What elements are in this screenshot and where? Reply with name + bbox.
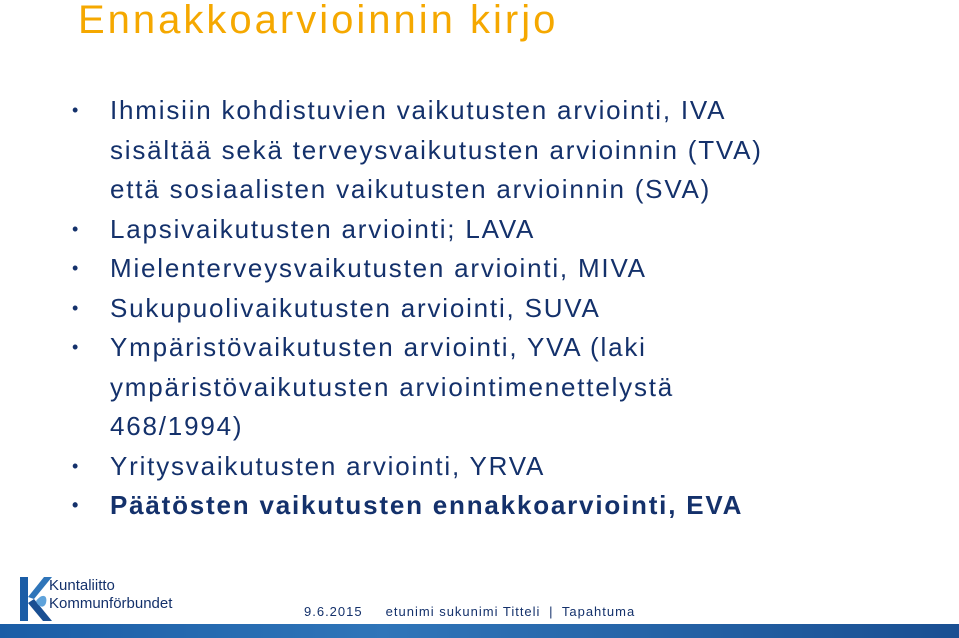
footer-event: Tapahtuma: [561, 604, 636, 619]
slide-title: Ennakkoarvioinnin kirjo: [78, 0, 559, 42]
footer-author: etunimi sukunimi Titteli: [385, 604, 541, 619]
bullet-list: [72, 91, 952, 526]
bullet-eva: [72, 486, 952, 526]
bullet-line: Päätösten vaikutusten ennakkoarviointi, EVA: [110, 490, 744, 520]
bullet-line: ympäristövaikutusten arviointimenettelystä: [110, 371, 675, 402]
logo-line-1: Kuntaliitto: [49, 577, 115, 594]
logo-text: [49, 577, 172, 613]
bullet-dot-icon: •: [72, 258, 79, 278]
bullet-miva: [72, 249, 952, 289]
bullet-yrva: [72, 447, 952, 487]
bullet-line: Lapsivaikutusten arviointi; LAVA: [110, 213, 536, 244]
bullet-dot-icon: •: [72, 337, 79, 357]
bullet-line: Ympäristövaikutusten arviointi, YVA (laki: [110, 332, 647, 362]
bullet-line: Sukupuolivaikutusten arviointi, SUVA: [110, 292, 601, 323]
footer: [304, 604, 635, 619]
footer-separator: |: [549, 604, 554, 619]
bullet-dot-icon: •: [72, 455, 79, 476]
bullet-iva: [72, 91, 952, 210]
bullet-yva: [72, 328, 952, 447]
bullet-line: 468/1994): [110, 411, 244, 441]
footer-bar: [0, 624, 959, 638]
bullet-line: Ihmisiin kohdistuvien vaikutusten arviointi, IVA: [110, 95, 727, 125]
bullet-suva: [72, 289, 952, 329]
footer-date: 9.6.2015: [304, 604, 363, 619]
bullet-lava: [72, 210, 952, 250]
bullet-dot-icon: •: [72, 218, 79, 239]
bullet-line: että sosiaalisten vaikutusten arvioinnin (SVA): [110, 174, 712, 204]
bullet-dot-icon: •: [72, 297, 79, 318]
bullet-dot-icon: •: [72, 495, 79, 515]
logo-line-2: Kommunförbundet: [49, 595, 173, 612]
bullet-dot-icon: •: [72, 100, 79, 120]
bullet-line: Mielenterveysvaikutusten arviointi, MIVA: [110, 253, 647, 283]
bullet-line: Yritysvaikutusten arviointi, YRVA: [110, 450, 546, 481]
bullet-line: sisältää sekä terveysvaikutusten arvioinnin (TVA): [110, 134, 763, 165]
